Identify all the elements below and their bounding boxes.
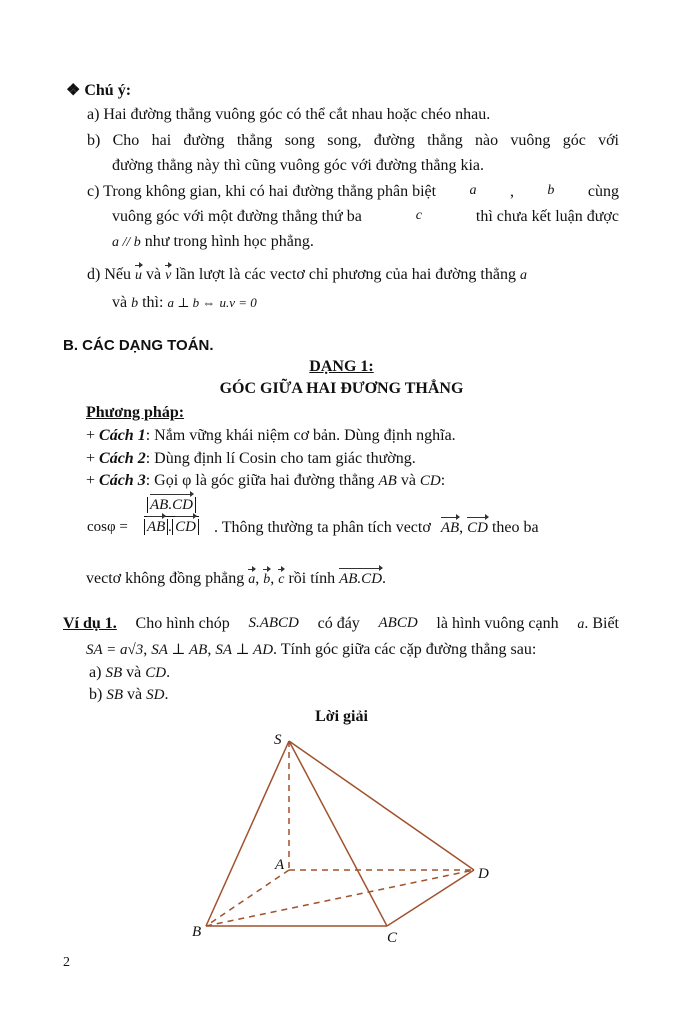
- edge-S-D: [289, 741, 474, 870]
- dang-title: GÓC GIỮA HAI ĐƯƠNG THẲNG: [219, 380, 464, 397]
- formula-line2: vectơ không đồng phẳng a, b, c rồi tính AB.CD.: [86, 570, 387, 587]
- page-number: 2: [63, 955, 70, 970]
- example-line1: Ví dụ 1. Cho hình chóp S.ABCD có đáy ABCD là hình vuông cạnh a. Biết: [63, 615, 619, 632]
- note-item-c-line3: a // b như trong hình học phẳng.: [112, 233, 314, 250]
- edge-S-C: [289, 741, 387, 926]
- vertex-label-S: S: [274, 732, 282, 748]
- solution-heading: Lời giải: [315, 708, 368, 725]
- edge-S-B: [206, 741, 289, 926]
- method-cach-1: + Cách 1: Nắm vững khái niệm cơ bản. Dùng định nghĩa.: [86, 427, 456, 444]
- vertex-label-A: A: [275, 857, 285, 873]
- example-question-b: b) SB và SD.: [89, 686, 169, 703]
- formula-explanation: . Thông thường ta phân tích vectơ AB, CD theo ba: [214, 519, 539, 536]
- note-item-b-line1: b) Cho hai đường thẳng song song, đường thẳng nào vuông góc với: [87, 132, 619, 149]
- diamond-bullet-icon: ❖: [66, 82, 81, 99]
- edge-A-B-hidden: [206, 870, 289, 926]
- example-question-a: a) SB và CD.: [89, 664, 171, 681]
- note-item-c-line2: vuông góc với một đường thẳng thứ ba c thì chưa kết luận được: [112, 208, 619, 225]
- method-cach-2: + Cách 2: Dùng định lí Cosin cho tam giác thường.: [86, 450, 416, 467]
- note-item-b-line2: đường thẳng này thì cũng vuông góc với đường thẳng kia.: [112, 157, 485, 174]
- vertex-label-D: D: [478, 866, 489, 882]
- edge-C-D: [387, 870, 474, 926]
- diagonal-B-D-hidden: [206, 870, 474, 926]
- example-line2: SA = a√3, SA ⊥ AB, SA ⊥ AD. Tính góc giữa các cặp đường thẳng sau:: [86, 641, 537, 658]
- note-heading: ❖ Chú ý:: [66, 82, 132, 99]
- dang-label: DẠNG 1:: [309, 358, 374, 375]
- note-item-a: a) Hai đường thẳng vuông góc có thể cắt nhau hoặc chéo nhau.: [87, 106, 491, 123]
- note-item-d-line1: d) Nếu u và v lần lượt là các vectơ chỉ phương của hai đường thẳng a: [87, 266, 527, 283]
- note-item-c-line1: c) Trong không gian, khi có hai đường thẳng phân biệt a , b cùng: [87, 183, 619, 200]
- vertex-label-C: C: [387, 930, 398, 946]
- vertex-label-B: B: [192, 924, 202, 940]
- section-heading: B. CÁC DẠNG TOÁN.: [63, 337, 214, 354]
- method-heading: Phương pháp:: [86, 404, 185, 421]
- method-cach-3: + Cách 3: Gọi φ là góc giữa hai đường thẳng AB và CD:: [86, 472, 446, 489]
- cos-fraction: $\frac{AB.CD}{AB . CD}$: [141, 497, 202, 536]
- cos-label: cosφ =: [87, 519, 128, 535]
- note-item-d-line2: và b thì: a ⊥ b ⇔ u.v = 0: [112, 294, 257, 311]
